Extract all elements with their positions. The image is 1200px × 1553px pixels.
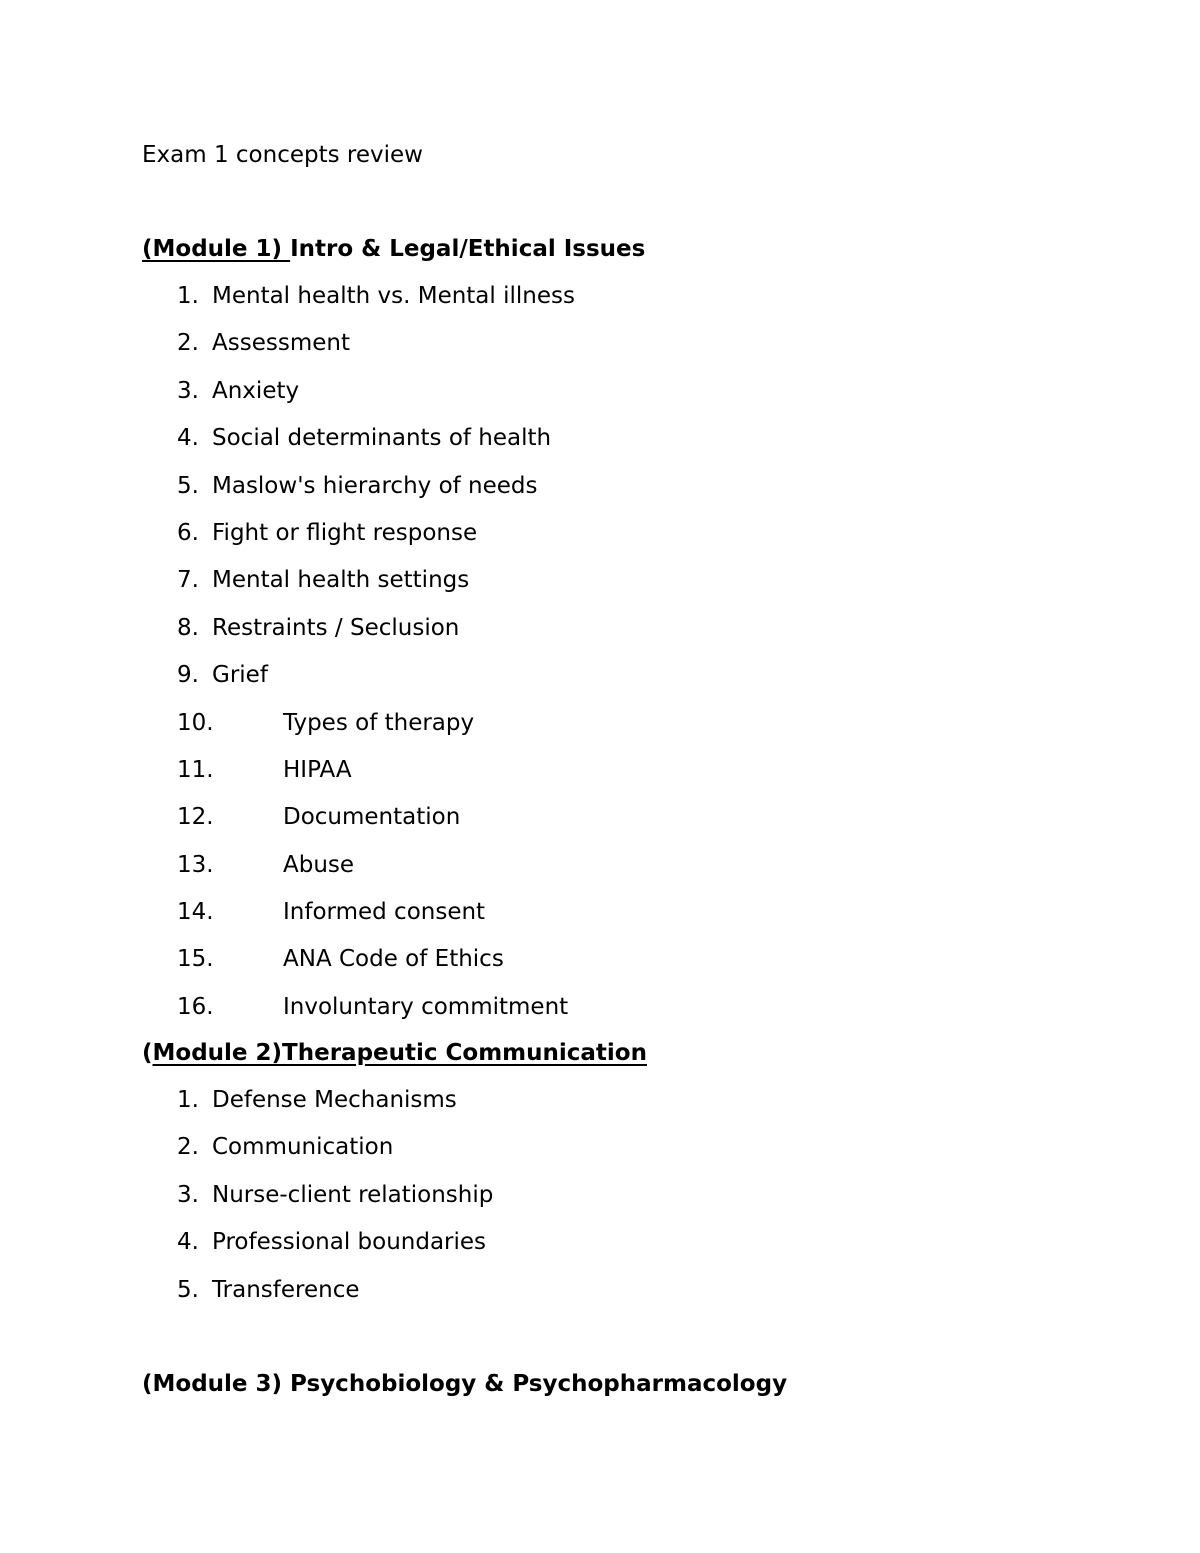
item-number: 15. xyxy=(177,946,214,973)
module-1-title: Intro & Legal/Ethical Issues xyxy=(290,236,646,262)
item-text: Restraints / Seclusion xyxy=(212,614,460,641)
item-number: 2. xyxy=(177,330,199,357)
item-text: Transference xyxy=(212,1276,360,1303)
item-text: ANA Code of Ethics xyxy=(283,946,504,973)
item-number: 11. xyxy=(177,756,214,783)
item-number: 1. xyxy=(177,1087,199,1113)
item-text: Social determinants of health xyxy=(212,425,552,452)
item-text: Professional boundaries xyxy=(212,1229,487,1256)
item-text: Anxiety xyxy=(212,377,300,404)
item-text: Documentation xyxy=(283,804,461,831)
item-number: 5. xyxy=(177,472,199,499)
item-number: 10. xyxy=(177,709,214,736)
item-text: Maslow's hierarchy of needs xyxy=(212,472,538,499)
item-number: 12. xyxy=(177,804,214,831)
item-text: Nurse-client relationship xyxy=(212,1181,494,1208)
item-number: 13. xyxy=(177,851,214,878)
document-title: Exam 1 concepts review xyxy=(142,142,423,168)
item-number: 3. xyxy=(177,377,199,404)
item-text: Involuntary commitment xyxy=(283,993,569,1020)
item-text: Grief xyxy=(212,662,268,689)
item-text: Mental health settings xyxy=(212,567,470,594)
item-number: 16. xyxy=(177,993,214,1020)
item-text: Fight or flight response xyxy=(212,519,478,546)
item-number: 4. xyxy=(177,425,199,452)
item-text: Informed consent xyxy=(283,899,486,926)
item-number: 14. xyxy=(177,899,214,926)
module-2-title: Module 2)Therapeutic Communication xyxy=(152,1040,647,1066)
item-text: Types of therapy xyxy=(283,709,475,736)
item-number: 2. xyxy=(177,1134,199,1161)
item-number: 6. xyxy=(177,519,199,546)
item-text: Assessment xyxy=(212,330,350,357)
item-text: Mental health vs. Mental illness xyxy=(212,283,575,309)
item-number: 3. xyxy=(177,1181,199,1208)
item-number: 5. xyxy=(177,1276,199,1303)
item-text: HIPAA xyxy=(283,756,352,783)
module-1-label: (Module 1) xyxy=(142,236,291,262)
item-number: 4. xyxy=(177,1229,199,1256)
item-text: Communication xyxy=(212,1134,394,1161)
module-2-heading xyxy=(142,1038,647,1068)
item-text: Abuse xyxy=(283,851,355,878)
module-1-heading xyxy=(142,234,645,264)
item-number: 1. xyxy=(177,283,199,309)
item-number: 7. xyxy=(177,567,199,594)
module-2-open-paren: ( xyxy=(142,1040,153,1066)
item-number: 9. xyxy=(177,662,199,689)
item-number: 8. xyxy=(177,614,199,641)
item-text: Defense Mechanisms xyxy=(212,1087,457,1113)
module-3-heading: (Module 3) Psychobiology & Psychopharmacology xyxy=(142,1371,788,1397)
